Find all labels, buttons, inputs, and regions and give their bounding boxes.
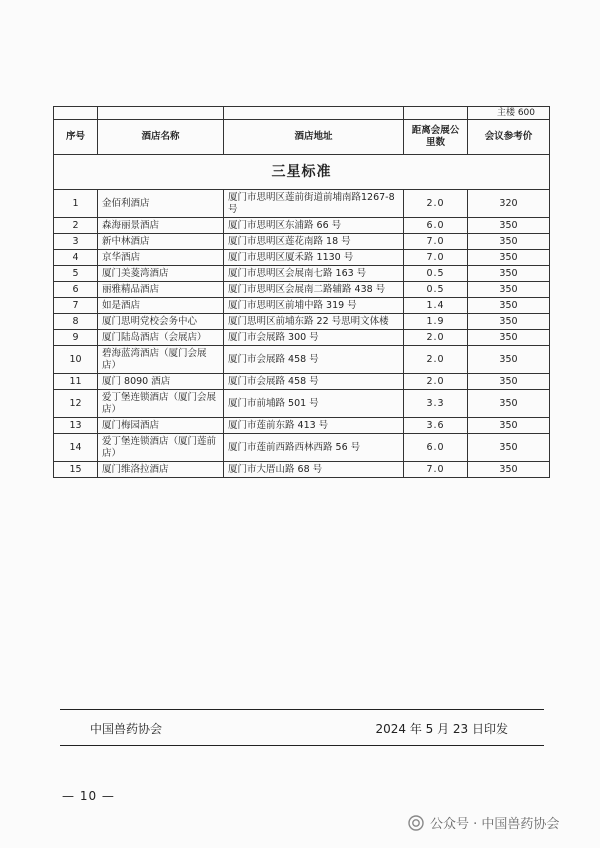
hotel-price: 350 bbox=[468, 346, 550, 374]
hotel-name: 新中林酒店 bbox=[98, 234, 224, 250]
hotel-price: 350 bbox=[468, 390, 550, 418]
row-number: 3 bbox=[54, 234, 98, 250]
hotel-name: 爱丁堡连锁酒店（厦门会展店） bbox=[98, 390, 224, 418]
footer-org: 中国兽药协会 bbox=[90, 722, 163, 736]
hotel-price: 320 bbox=[468, 190, 550, 218]
table-row bbox=[54, 218, 550, 234]
table-top-row bbox=[54, 107, 550, 120]
hotel-name: 京华酒店 bbox=[98, 250, 224, 266]
hotel-name: 厦门梅园酒店 bbox=[98, 418, 224, 434]
section-row bbox=[54, 155, 550, 190]
hotel-price: 350 bbox=[468, 234, 550, 250]
hotel-price: 350 bbox=[468, 462, 550, 478]
hotel-name: 厦门陆岛酒店（会展店） bbox=[98, 330, 224, 346]
hotel-address: 厦门思明区前埔东路 22 号思明文体楼 bbox=[224, 314, 404, 330]
row-number: 8 bbox=[54, 314, 98, 330]
hotel-price: 350 bbox=[468, 374, 550, 390]
hotel-name: 厦门思明党校会务中心 bbox=[98, 314, 224, 330]
hotel-address: 厦门市思明区前埔中路 319 号 bbox=[224, 298, 404, 314]
hotel-distance: 1.9 bbox=[404, 314, 468, 330]
row-number: 2 bbox=[54, 218, 98, 234]
table-row bbox=[54, 250, 550, 266]
table-row bbox=[54, 314, 550, 330]
table-row bbox=[54, 298, 550, 314]
hotel-price: 350 bbox=[468, 250, 550, 266]
hotel-address: 厦门市思明区会展南七路 163 号 bbox=[224, 266, 404, 282]
hotel-address: 厦门市思明区会展南二路辅路 438 号 bbox=[224, 282, 404, 298]
watermark bbox=[408, 813, 559, 832]
hotel-table bbox=[53, 106, 550, 478]
hotel-address: 厦门市莲前东路 413 号 bbox=[224, 418, 404, 434]
table-row bbox=[54, 266, 550, 282]
table-row bbox=[54, 374, 550, 390]
hotel-address: 厦门市莲前西路西林西路 56 号 bbox=[224, 434, 404, 462]
header-name: 酒店名称 bbox=[98, 120, 224, 155]
table-header bbox=[54, 120, 550, 155]
hotel-price: 350 bbox=[468, 418, 550, 434]
hotel-distance: 3.3 bbox=[404, 390, 468, 418]
row-number: 12 bbox=[54, 390, 98, 418]
hotel-distance: 2.0 bbox=[404, 330, 468, 346]
hotel-name: 厦门 8090 酒店 bbox=[98, 374, 224, 390]
hotel-address: 厦门市思明区东浦路 66 号 bbox=[224, 218, 404, 234]
header-distance: 距离会展公里数 bbox=[404, 120, 468, 155]
hotel-name: 碧海蓝湾酒店（厦门会展店） bbox=[98, 346, 224, 374]
hotel-distance: 6.0 bbox=[404, 434, 468, 462]
hotel-name: 如是酒店 bbox=[98, 298, 224, 314]
hotel-price: 350 bbox=[468, 298, 550, 314]
hotel-distance: 2.0 bbox=[404, 190, 468, 218]
table-row bbox=[54, 418, 550, 434]
hotel-name: 金佰利酒店 bbox=[98, 190, 224, 218]
row-number: 15 bbox=[54, 462, 98, 478]
hotel-distance: 7.0 bbox=[404, 462, 468, 478]
table-row bbox=[54, 434, 550, 462]
header-price: 会议参考价 bbox=[468, 120, 550, 155]
row-number: 14 bbox=[54, 434, 98, 462]
hotel-distance: 7.0 bbox=[404, 234, 468, 250]
hotel-name: 丽雅精品酒店 bbox=[98, 282, 224, 298]
hotel-distance: 1.4 bbox=[404, 298, 468, 314]
hotel-distance: 6.0 bbox=[404, 218, 468, 234]
hotel-address: 厦门市会展路 458 号 bbox=[224, 374, 404, 390]
hotel-address: 厦门市会展路 300 号 bbox=[224, 330, 404, 346]
hotel-price: 350 bbox=[468, 314, 550, 330]
hotel-price: 350 bbox=[468, 266, 550, 282]
hotel-address: 厦门市前埔路 501 号 bbox=[224, 390, 404, 418]
row-number: 4 bbox=[54, 250, 98, 266]
hotel-distance: 3.6 bbox=[404, 418, 468, 434]
table-row bbox=[54, 190, 550, 218]
row-number: 7 bbox=[54, 298, 98, 314]
row-number: 11 bbox=[54, 374, 98, 390]
row-number: 6 bbox=[54, 282, 98, 298]
hotel-name: 厦门维洛拉酒店 bbox=[98, 462, 224, 478]
header-address: 酒店地址 bbox=[224, 120, 404, 155]
wechat-official-account-icon bbox=[408, 815, 424, 831]
watermark-text: 公众号 · 中国兽药协会 bbox=[430, 817, 560, 832]
hotel-distance: 2.0 bbox=[404, 374, 468, 390]
header-no: 序号 bbox=[54, 120, 98, 155]
hotel-address: 厦门市会展路 458 号 bbox=[224, 346, 404, 374]
hotel-name: 森海丽景酒店 bbox=[98, 218, 224, 234]
hotel-address: 厦门市思明区厦禾路 1130 号 bbox=[224, 250, 404, 266]
section-title: 三星标准 bbox=[54, 155, 550, 190]
row-number: 13 bbox=[54, 418, 98, 434]
table-row bbox=[54, 462, 550, 478]
top-note: 主楼 600 bbox=[468, 107, 550, 120]
table-row bbox=[54, 330, 550, 346]
hotel-distance: 7.0 bbox=[404, 250, 468, 266]
hotel-distance: 0.5 bbox=[404, 266, 468, 282]
hotel-address: 厦门市思明区莲前街道前埔南路1267-8号 bbox=[224, 190, 404, 218]
table-row bbox=[54, 390, 550, 418]
hotel-address: 厦门市思明区莲花南路 18 号 bbox=[224, 234, 404, 250]
hotel-distance: 0.5 bbox=[404, 282, 468, 298]
hotel-price: 350 bbox=[468, 330, 550, 346]
page-number: — 10 — bbox=[62, 789, 115, 803]
table-row bbox=[54, 346, 550, 374]
hotel-price: 350 bbox=[468, 282, 550, 298]
footer-date: 2024 年 5 月 23 日印发 bbox=[375, 722, 508, 736]
footer-divider-bottom bbox=[60, 745, 544, 746]
hotel-price: 350 bbox=[468, 218, 550, 234]
footer-divider-top bbox=[60, 709, 544, 710]
table-row bbox=[54, 234, 550, 250]
hotel-price: 350 bbox=[468, 434, 550, 462]
hotel-name: 厦门美菱湾酒店 bbox=[98, 266, 224, 282]
hotel-address: 厦门市大厝山路 68 号 bbox=[224, 462, 404, 478]
hotel-distance: 2.0 bbox=[404, 346, 468, 374]
row-number: 9 bbox=[54, 330, 98, 346]
row-number: 5 bbox=[54, 266, 98, 282]
row-number: 10 bbox=[54, 346, 98, 374]
table-row bbox=[54, 282, 550, 298]
hotel-name: 爱丁堡连锁酒店（厦门莲前店） bbox=[98, 434, 224, 462]
row-number: 1 bbox=[54, 190, 98, 218]
